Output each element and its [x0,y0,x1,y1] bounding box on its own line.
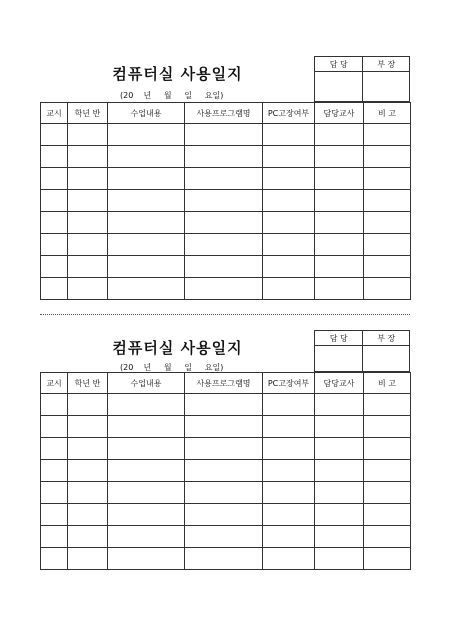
cell-lesson[interactable] [108,256,185,278]
table-row [41,168,411,190]
cell-program[interactable] [185,394,263,416]
cell-teacher[interactable] [315,504,364,526]
cell-pc-fault[interactable] [263,168,315,190]
cell-lesson[interactable] [108,394,185,416]
cell-pc-fault[interactable] [263,460,315,482]
approval-header-head: 부 장 [363,57,410,72]
cell-remarks[interactable] [364,190,411,212]
cell-teacher[interactable] [315,256,364,278]
cell-period[interactable] [41,190,68,212]
col-header-remarks: 비 고 [364,373,411,394]
cell-remarks[interactable] [364,548,411,570]
cell-class[interactable] [68,526,108,548]
cell-pc-fault[interactable] [263,504,315,526]
cell-period[interactable] [41,438,68,460]
table-row [41,234,411,256]
cell-remarks[interactable] [364,394,411,416]
cell-period[interactable] [41,394,68,416]
cell-class[interactable] [68,234,108,256]
cell-lesson[interactable] [108,146,185,168]
usage-table [40,372,411,570]
cell-pc-fault[interactable] [263,212,315,234]
cell-remarks[interactable] [364,526,411,548]
col-header-lesson: 수업내용 [108,103,185,124]
cell-period[interactable] [41,234,68,256]
cell-program[interactable] [185,526,263,548]
table-row [41,504,411,526]
cell-period[interactable] [41,460,68,482]
cell-lesson[interactable] [108,190,185,212]
cell-class[interactable] [68,212,108,234]
cell-program[interactable] [185,212,263,234]
cell-remarks[interactable] [364,234,411,256]
cell-pc-fault[interactable] [263,526,315,548]
cell-period[interactable] [41,504,68,526]
cell-remarks[interactable] [364,168,411,190]
cell-class[interactable] [68,504,108,526]
table-row [41,124,411,146]
cell-class[interactable] [68,548,108,570]
cell-period[interactable] [41,548,68,570]
cell-remarks[interactable] [364,438,411,460]
cell-class[interactable] [68,416,108,438]
table-row [41,278,411,300]
cell-remarks[interactable] [364,212,411,234]
table-row [41,146,411,168]
cell-period[interactable] [41,416,68,438]
cell-pc-fault[interactable] [263,438,315,460]
cell-lesson[interactable] [108,234,185,256]
approval-box [314,330,410,372]
cell-program[interactable] [185,146,263,168]
cell-teacher[interactable] [315,460,364,482]
cell-program[interactable] [185,460,263,482]
cell-lesson[interactable] [108,438,185,460]
cell-program[interactable] [185,278,263,300]
col-header-program: 사용프로그램명 [185,103,263,124]
cell-program[interactable] [185,234,263,256]
cell-program[interactable] [185,124,263,146]
cell-remarks[interactable] [364,124,411,146]
cell-program[interactable] [185,482,263,504]
approval-header-head: 부 장 [363,331,410,346]
log-title: 컴퓨터실 사용일지 [112,339,243,357]
col-header-period: 교시 [41,103,68,124]
cell-program[interactable] [185,168,263,190]
table-body [41,124,411,300]
cell-lesson[interactable] [108,460,185,482]
cell-pc-fault[interactable] [263,416,315,438]
usage-table [40,102,411,300]
cell-lesson[interactable] [108,168,185,190]
cell-lesson[interactable] [108,212,185,234]
cut-line [40,314,410,315]
approval-sign-manager[interactable] [315,346,363,372]
table-row [41,394,411,416]
col-header-teacher: 담당교사 [315,373,364,394]
cell-program[interactable] [185,548,263,570]
cell-class[interactable] [68,256,108,278]
col-header-remarks: 비 고 [364,103,411,124]
cell-lesson[interactable] [108,278,185,300]
cell-program[interactable] [185,504,263,526]
date-line: (20 년 월 일 요일) [120,91,224,100]
table-row [41,548,411,570]
cell-remarks[interactable] [364,416,411,438]
col-header-period: 교시 [41,373,68,394]
cell-class[interactable] [68,124,108,146]
approval-sign-head[interactable] [363,346,410,372]
cell-program[interactable] [185,256,263,278]
cell-teacher[interactable] [315,482,364,504]
cell-teacher[interactable] [315,190,364,212]
cell-pc-fault[interactable] [263,190,315,212]
cell-teacher[interactable] [315,146,364,168]
cell-pc-fault[interactable] [263,256,315,278]
cell-pc-fault[interactable] [263,548,315,570]
cell-period[interactable] [41,212,68,234]
table-row [41,190,411,212]
cell-remarks[interactable] [364,460,411,482]
date-line: (20 년 월 일 요일) [120,363,224,372]
cell-period[interactable] [41,526,68,548]
cell-lesson[interactable] [108,548,185,570]
col-header-class: 학년 반 [68,373,108,394]
header-row [41,373,411,394]
col-header-lesson: 수업내용 [108,373,185,394]
cell-teacher[interactable] [315,124,364,146]
cell-teacher[interactable] [315,548,364,570]
cell-teacher[interactable] [315,438,364,460]
cell-pc-fault[interactable] [263,124,315,146]
cell-teacher[interactable] [315,234,364,256]
cell-class[interactable] [68,168,108,190]
approval-header-manager: 담 당 [315,331,363,346]
cell-program[interactable] [185,190,263,212]
cell-lesson[interactable] [108,526,185,548]
cell-period[interactable] [41,482,68,504]
log-title: 컴퓨터실 사용일지 [112,65,243,83]
cell-class[interactable] [68,438,108,460]
cell-period[interactable] [41,146,68,168]
cell-teacher[interactable] [315,212,364,234]
cell-teacher[interactable] [315,394,364,416]
header-row [41,103,411,124]
cell-class[interactable] [68,394,108,416]
cell-lesson[interactable] [108,504,185,526]
table-row [41,438,411,460]
cell-pc-fault[interactable] [263,234,315,256]
cell-lesson[interactable] [108,416,185,438]
cell-teacher[interactable] [315,168,364,190]
col-header-program: 사용프로그램명 [185,373,263,394]
approval-sign-manager[interactable] [315,72,363,102]
cell-period[interactable] [41,124,68,146]
table-row [41,460,411,482]
cell-lesson[interactable] [108,482,185,504]
cell-class[interactable] [68,482,108,504]
cell-program[interactable] [185,438,263,460]
cell-pc-fault[interactable] [263,278,315,300]
cell-lesson[interactable] [108,124,185,146]
cell-remarks[interactable] [364,504,411,526]
cell-pc-fault[interactable] [263,394,315,416]
cell-teacher[interactable] [315,526,364,548]
approval-box [314,56,410,102]
table-row [41,416,411,438]
cell-remarks[interactable] [364,482,411,504]
cell-class[interactable] [68,460,108,482]
table-row [41,482,411,504]
cell-period[interactable] [41,256,68,278]
approval-header-manager: 담 당 [315,57,363,72]
col-header-pc-fault: PC고장여부 [263,373,315,394]
table-row [41,212,411,234]
cell-class[interactable] [68,146,108,168]
cell-remarks[interactable] [364,256,411,278]
cell-program[interactable] [185,416,263,438]
cell-class[interactable] [68,190,108,212]
cell-remarks[interactable] [364,278,411,300]
table-row [41,256,411,278]
table-body [41,394,411,570]
cell-teacher[interactable] [315,278,364,300]
cell-remarks[interactable] [364,146,411,168]
cell-pc-fault[interactable] [263,482,315,504]
col-header-pc-fault: PC고장여부 [263,103,315,124]
cell-teacher[interactable] [315,416,364,438]
col-header-class: 학년 반 [68,103,108,124]
table-row [41,526,411,548]
cell-pc-fault[interactable] [263,146,315,168]
cell-period[interactable] [41,168,68,190]
approval-sign-head[interactable] [363,72,410,102]
cell-class[interactable] [68,278,108,300]
col-header-teacher: 담당교사 [315,103,364,124]
cell-period[interactable] [41,278,68,300]
